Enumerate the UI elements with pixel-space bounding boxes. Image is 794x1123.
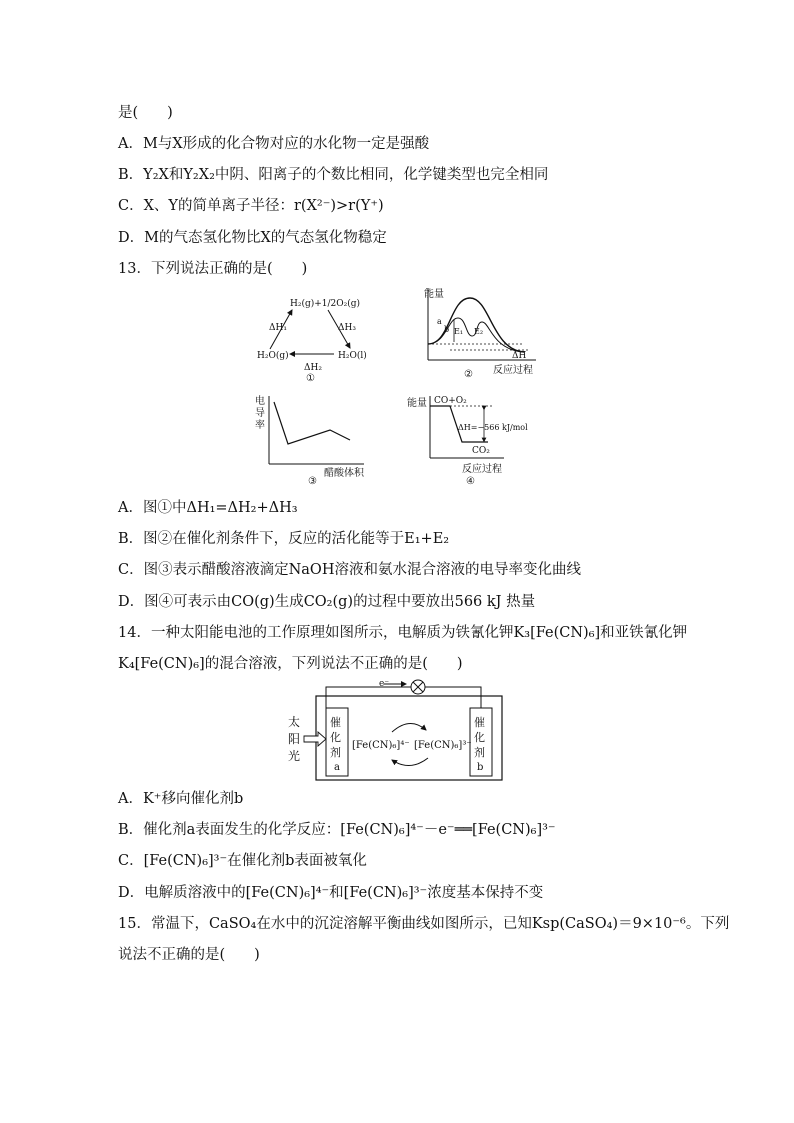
- fig4-number: ④: [466, 476, 475, 486]
- ion-ferrocyanide: [Fe(CN)₆]⁴⁻: [352, 740, 410, 751]
- fig2-number: ②: [464, 369, 473, 378]
- fig2-dh: ΔH: [512, 351, 527, 361]
- q13-option-c: C．图③表示醋酸溶液滴定NaOH溶液和氨水混合溶液的电导率变化曲线: [118, 562, 581, 578]
- svg-text:太: 太: [288, 715, 301, 729]
- fig1-top-label: H₂(g)+1/2O₂(g): [290, 299, 361, 309]
- q13-figure-4: [406, 392, 552, 486]
- catalyst-b-label: b: [477, 762, 484, 773]
- fig4-top-label: CO+O₂: [434, 396, 467, 406]
- svg-text:阳: 阳: [288, 732, 301, 746]
- q13-figure-2: [420, 284, 544, 378]
- q12-option-d: D．M的气态氢化物比X的气态氢化物稳定: [118, 230, 387, 246]
- fig3-curve: [274, 402, 350, 444]
- fig1-dh1: ΔH₁: [269, 323, 287, 333]
- fig4-bottom-label: CO₂: [472, 446, 490, 456]
- ion-ferricyanide: [Fe(CN)₆]³⁻: [414, 740, 472, 751]
- fig4-xlabel: 反应过程: [462, 464, 502, 475]
- q13-figure-3: [252, 392, 378, 486]
- fig1-left-label: H₂O(g): [257, 351, 289, 361]
- q14-solar-cell-figure: [284, 676, 506, 784]
- q13-stem: 13．下列说法正确的是( ): [118, 261, 308, 277]
- fig3-number: ③: [308, 476, 317, 486]
- q12-tail: 是( ): [118, 105, 173, 121]
- q14-stem-line2: K₄[Fe(CN)₆]的混合溶液，下列说法不正确的是( ): [118, 656, 463, 672]
- q12-option-a: A．M与X形成的化合物对应的水化物一定是强酸: [118, 136, 430, 152]
- q12-option-b: B．Y₂X和Y₂X₂中阴、阳离子的个数比相同，化学键类型也完全相同: [118, 167, 549, 183]
- external-circuit-wire: [326, 687, 481, 708]
- fig4-dh: ΔH=−566 kJ/mol: [458, 423, 528, 432]
- fig1-right-label: H₂O(l): [338, 351, 367, 361]
- q13-option-d: D．图④可表示由CO(g)生成CO₂(g)的过程中要放出566 kJ 热量: [118, 594, 536, 610]
- q13-figure-1: [250, 292, 370, 384]
- svg-text:化: 化: [474, 731, 485, 744]
- fig1-dh2: ΔH₂: [304, 363, 322, 373]
- q14-stem-line1: 14．一种太阳能电池的工作原理如图所示，电解质为铁氰化钾K₃[Fe(CN)₆]和亚铁氰化钾: [118, 625, 688, 641]
- catalyst-a-label: a: [334, 762, 340, 773]
- q14-option-a: A．K⁺移向催化剂b: [118, 791, 244, 807]
- fig1-number: ①: [306, 373, 315, 384]
- fig3-xlabel: 醋酸体积: [324, 468, 364, 479]
- fig2-label-a: a: [437, 317, 442, 326]
- fig2-ylabel: 能量: [424, 289, 444, 300]
- fig2-e1: E₁: [454, 327, 464, 336]
- cycle-arrow-bottom: [392, 758, 428, 766]
- q13-option-a: A．图①中ΔH₁=ΔH₂+ΔH₃: [118, 500, 298, 516]
- q13-option-b: B．图②在催化剂条件下，反应的活化能等于E₁+E₂: [118, 531, 450, 547]
- cycle-arrow-top: [392, 723, 426, 732]
- fig2-e2: E₂: [474, 327, 484, 336]
- svg-text:化: 化: [330, 731, 341, 744]
- q15-stem-line2: 说法不正确的是( ): [118, 947, 260, 963]
- fig1-dh3: ΔH₃: [338, 323, 356, 333]
- q15-stem-line1: 15．常温下，CaSO₄在水中的沉淀溶解平衡曲线如图所示，已知Ksp(CaSO₄)＝9×10⁻⁶。下列: [118, 916, 730, 932]
- fig3-ylabel-2: 导: [255, 408, 265, 419]
- fig3-ylabel-3: 率: [255, 420, 265, 431]
- sunlight-arrow-icon: [304, 732, 326, 746]
- fig2-label-b: b: [444, 325, 450, 334]
- q14-option-c: C．[Fe(CN)₆]³⁻在催化剂b表面被氧化: [118, 853, 367, 869]
- fig2-xlabel: 反应过程: [493, 365, 533, 376]
- electron-label: e⁻: [379, 679, 390, 689]
- q12-option-c: C．X、Y的简单离子半径：r(X²⁻)>r(Y⁺): [118, 198, 384, 214]
- svg-text:催: 催: [474, 716, 485, 729]
- fig3-ylabel-1: 电: [255, 396, 265, 407]
- svg-text:催: 催: [330, 716, 341, 729]
- q14-option-b: B．催化剂a表面发生的化学反应：[Fe(CN)₆]⁴⁻－e⁻══[Fe(CN)₆]³⁻: [118, 822, 556, 838]
- svg-text:剂: 剂: [330, 746, 341, 759]
- fig4-ylabel: 能量: [407, 398, 427, 409]
- svg-text:剂: 剂: [474, 746, 485, 759]
- svg-text:光: 光: [288, 749, 301, 763]
- q14-option-d: D．电解质溶液中的[Fe(CN)₆]⁴⁻和[Fe(CN)₆]³⁻浓度基本保持不变: [118, 885, 544, 901]
